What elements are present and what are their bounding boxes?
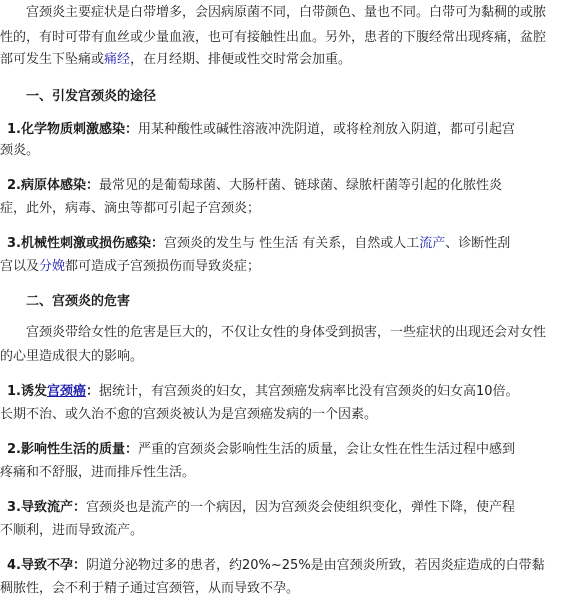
harm-4-line-2: 稠脓性，会不利于精子通过宫颈管，从而导致不孕。 [0,581,300,596]
harms-intro-line-1: 宫颈炎带给女性的危害是巨大的，不仅让女性的身体受到损害，一些症状的出现还会对女性 [26,325,547,340]
cause-1-line-1: 1.化学物质刺激感染：用某种酸性或碱性溶液冲洗阴道，或将栓剂放入阴道，都可引起宫 [7,122,515,137]
cause-3-line-1: 3.机械性刺激或损伤感染：宫颈炎的发生与 性生活 有关系，自然或人工流产、诊断性刮 [7,236,511,251]
harm-2-line-2: 疼痛和不舒服，进而排斥性生活。 [0,465,196,480]
cause-2-line-1: 2.病原体感染：最常见的是葡萄球菌、大肠杆菌、链球菌、绿脓杆菌等引起的化脓性炎 [7,178,502,193]
intro-line-1: 宫颈炎主要症状是白带增多，会因病原菌不同，白带颜色、量也不同。白带可为黏稠的或脓 [26,5,547,20]
harm-1-line-2: 长期不治、或久治不愈的宫颈炎被认为是宫颈癌发病的一个因素。 [0,407,378,422]
harm-2-title: 2.影响性生活的质量： [7,442,138,457]
cause-2-title: 2.病原体感染： [7,178,99,193]
link-cervical-cancer[interactable]: 宫颈癌 [46,384,86,399]
harm-1-title: 1.诱发宫颈癌： [7,384,100,399]
harm-3-line-1: 3.导致流产：宫颈炎也是流产的一个病因，因为宫颈炎会使组织变化，弹性下降，使产程 [7,500,515,515]
section-heading-harms: 二、宫颈炎的危害 [26,294,131,309]
link-dysmenorrhea[interactable]: 痛经 [104,52,131,67]
harm-2-line-1: 2.影响性生活的质量：严重的宫颈炎会影响性生活的质量，会让女性在性生活过程中感到 [7,442,515,457]
cause-1-title: 1.化学物质刺激感染： [7,122,138,137]
intro-line-2: 性的，有时可带有血丝或少量血液，也可有接触性出血。另外，患者的下腹经常出现疼痛，盆腔 [0,30,547,45]
link-abortion[interactable]: 流产 [419,236,446,251]
harm-4-title: 4.导致不孕： [7,558,86,573]
cause-3-line-2: 宫以及分娩都可造成子宫颈损伤而导致炎症； [0,259,261,274]
cause-3-title: 3.机械性刺激或损伤感染： [7,236,164,251]
harm-1-line-1: 1.诱发宫颈癌：据统计，有宫颈炎的妇女，其宫颈癌发病率比没有宫颈炎的妇女高10倍。 [7,384,519,399]
harm-4-line-1: 4.导致不孕：阴道分泌物过多的患者，约20%~25%是由宫颈炎所致，若因炎症造成的白带黏 [7,558,545,573]
cause-1-line-2: 颈炎。 [0,143,40,158]
cause-2-line-2: 症，此外，病毒、滴虫等都可引起子宫颈炎； [0,201,261,216]
harm-3-title: 3.导致流产： [7,500,86,515]
harms-intro-line-2: 的心里造成很大的影响。 [0,349,144,364]
intro-line-3: 部可发生下坠痛或痛经，在月经期、排便或性交时常会加重。 [0,52,352,67]
link-childbirth[interactable]: 分娩 [39,259,66,274]
harm-3-line-2: 不顺利，进而导致流产。 [0,523,144,538]
section-heading-causes: 一、引发宫颈炎的途径 [26,89,157,104]
